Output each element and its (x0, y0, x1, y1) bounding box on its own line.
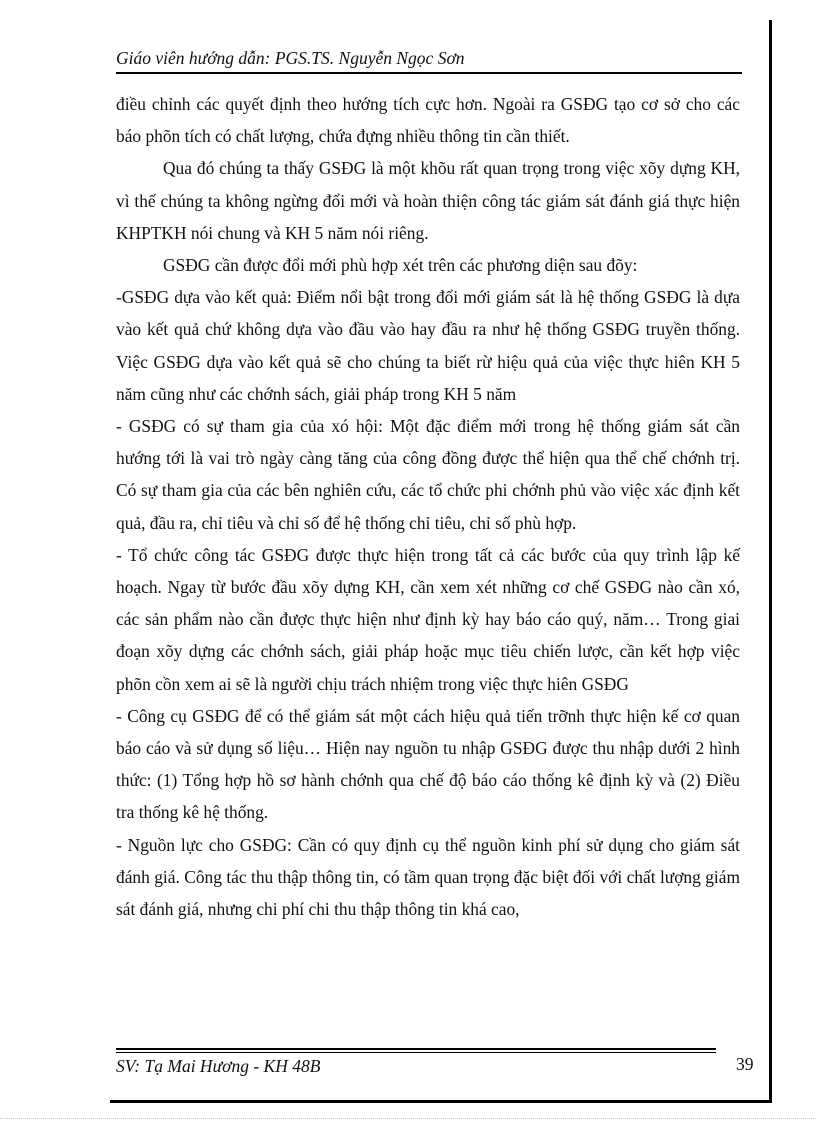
running-header: Giáo viên hướng dẫn: PGS.TS. Nguyễn Ngọc Sơn (116, 48, 465, 68)
footer-rule-thin (116, 1052, 716, 1053)
footer-rule (116, 1048, 716, 1050)
paragraph-innovation-intro: GSĐG cần được đổi mới phù hợp xét trên các phương diện sau đõy: (163, 255, 638, 276)
page-border-right (769, 20, 772, 1102)
document-body (116, 88, 740, 925)
page-number: 39 (736, 1054, 754, 1074)
header-rule (116, 72, 742, 74)
paragraph-tools: - Công cụ GSĐG để có thể giám sát một cách hiệu quả tiến trỡnh thực hiện kế cơ quan báo cáo và sử dụng số liệu… Hiện nay nguồn tu nhập GSĐG được thu nhập dưới 2 hình thức: (1) Tổng hợp hồ sơ hành chớnh qua chế độ báo cáo thống kê định kỳ và (2) Điều tra thống kê hệ thống. (116, 705, 740, 823)
page-border-bottom (110, 1100, 772, 1103)
page-edge-dotted-line (0, 1118, 816, 1119)
paragraph-planning-steps: - Tổ chức công tác GSĐG được thực hiện trong tất cả các bước của quy trình lập kế hoạch. Ngay từ bước đầu xõy dựng KH, cần xem xét những cơ chế GSĐG nào cần xó, các sản phẩm nào cần được thực hiện như định kỳ hay báo cáo quý, năm… Trong giai đoạn xõy dựng các chớnh sách, giải pháp hoặc mục tiêu chiến lược, cần kết hợp việc phõn cồn xem ai sẽ là người chịu trách nhiệm trong việc thực hiên GSĐG (116, 544, 740, 694)
running-footer: SV: Tạ Mai Hương - KH 48B (116, 1056, 321, 1076)
paragraph-results-based: -GSĐG dựa vào kết quả: Điểm nổi bật trong đổi mới giám sát là hệ thống GSĐG là dựa vào kết quả chứ không dựa vào đầu vào hay đầu ra như hệ thống GSĐG truyền thống. Việc GSĐG dựa vào kết quả sẽ cho chúng ta biết rừ hiệu quả của việc thực hiên KH 5 năm cũng như các chớnh sách, giải pháp trong KH 5 năm (116, 287, 740, 404)
paragraph-importance: Qua đó chúng ta thấy GSĐG là một khõu rất quan trọng trong việc xõy dựng KH, vì thế chúng ta không ngừng đổi mới và hoàn thiện công tác giám sát đánh giá thực hiện KHPTKH nói chung và KH 5 năm nói riêng. (116, 158, 740, 243)
paragraph-social-participation: - GSĐG có sự tham gia của xó hội: Một đặc điểm mới trong hệ thống giám sát cần hướng tới là vai trò ngày càng tăng của công đồng được thể hiện qua thể chế chớnh trị. Có sự tham gia của các bên nghiên cứu, các tổ chức phi chớnh phủ vào việc xác định kết quả, đầu ra, chỉ tiêu và chỉ số để hệ thống chỉ tiêu, chỉ số phù hợp. (116, 416, 740, 533)
paragraph-continuation: điều chỉnh các quyết định theo hướng tích cực hơn. Ngoài ra GSĐG tạo cơ sở cho các báo phõn tích có chất lượng, chứa đựng nhiều thông tin cần thiết. (116, 94, 740, 147)
paragraph-resources: - Nguồn lực cho GSĐG: Cần có quy định cụ thể nguồn kinh phí sử dụng cho giám sát đánh giá. Công tác thu thập thông tin, có tầm quan trọng đặc biệt đối với chất lượng giám sát đánh giá, nhưng chi phí chi thu thập thông tin khá cao, (116, 834, 740, 920)
